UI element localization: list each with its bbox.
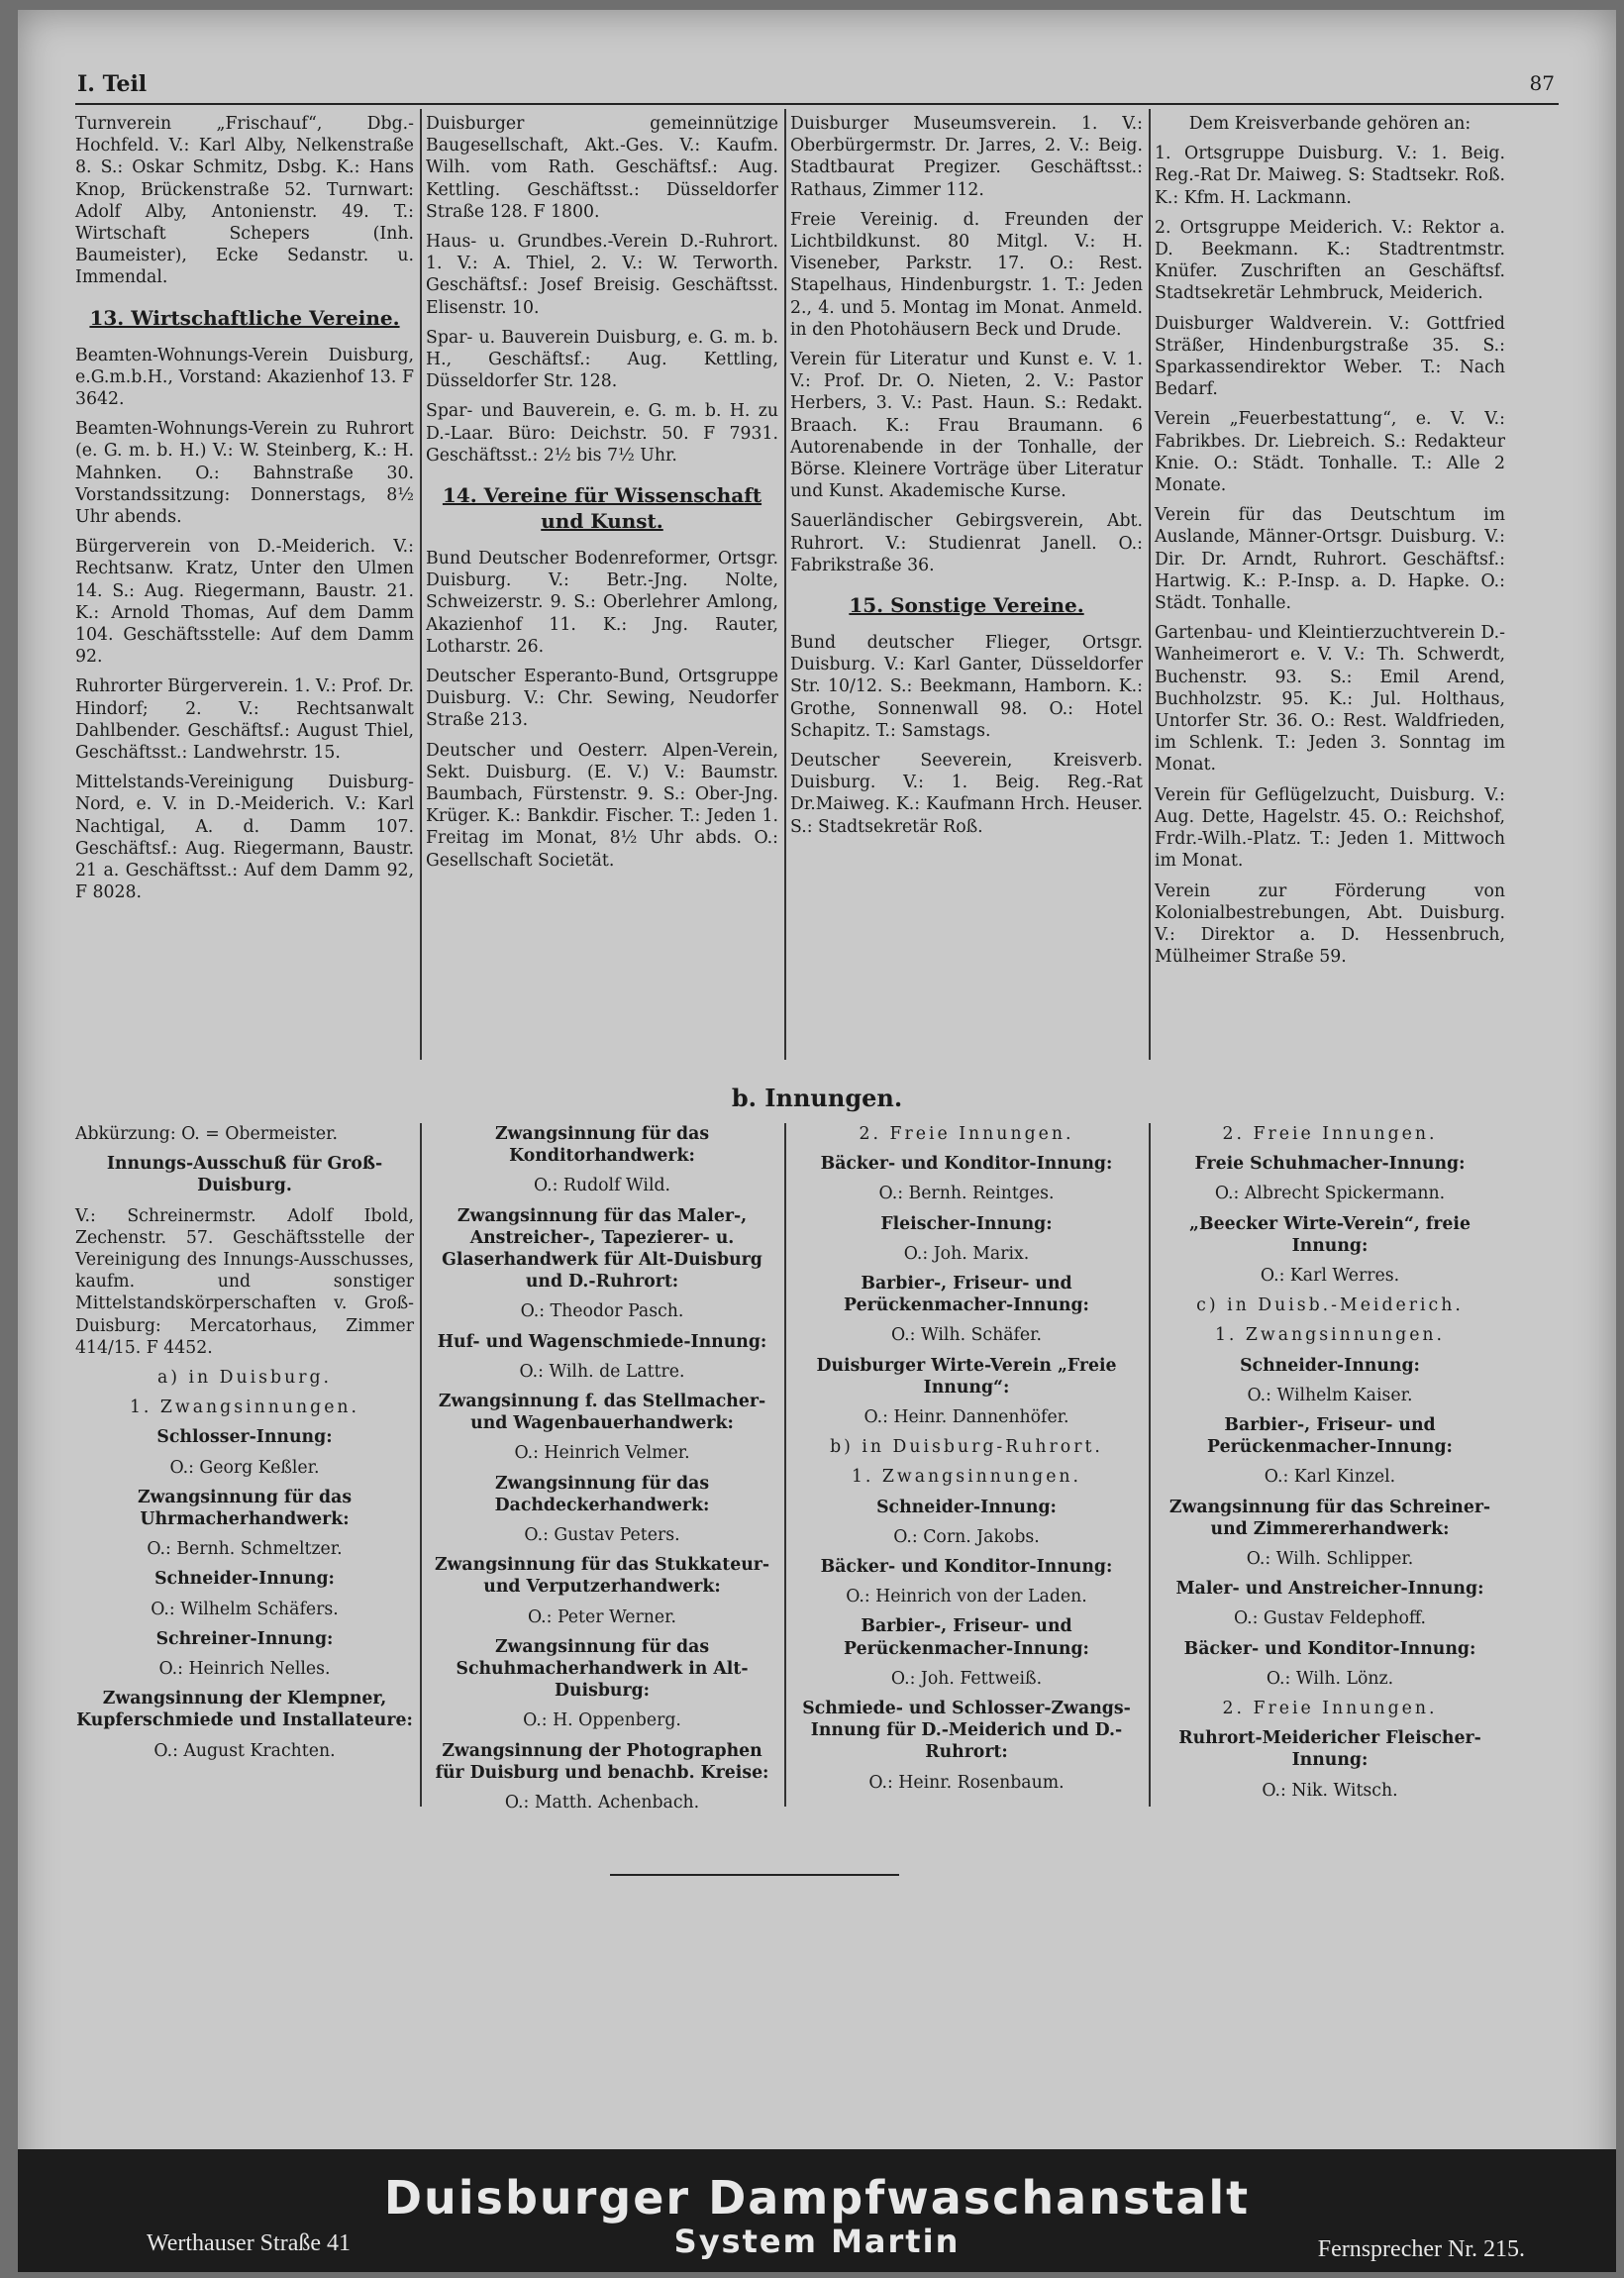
entry-text: O.: Karl Kinzel. [1264, 1467, 1396, 1488]
section-title-innungen: b. Innungen. [731, 1084, 903, 1112]
entry-text: O.: Gustav Peters. [524, 1525, 680, 1546]
entry-text: V.: Schreinermstr. Adolf Ibold, Zechenstr. 57. Geschäftsstelle der Vereinigung des Innungs-Ausschusses, kaufm. und sonstiger Mittelstandskörperschaften v. Groß-Duisburg: Mercatorhaus, Zimmer 414/15. F 4452. [75, 1205, 414, 1358]
top-column-4 [1155, 113, 1505, 976]
entry-text: O.: Heinrich von der Laden. [846, 1587, 1087, 1607]
part-heading: I. Teil [77, 71, 148, 97]
entry-text: O.: Wilh. de Lattre. [519, 1361, 685, 1382]
advertisement-banner [18, 2149, 1616, 2272]
bottom-column-2 [426, 1123, 778, 1821]
entry-heading: Zwangsinnung für das Stukkateur- und Verputzerhandwerk: [434, 1555, 770, 1598]
entry-heading: Innungs-Ausschuß für Groß-Duisburg. [106, 1154, 383, 1196]
entry-text: Gartenbau- und Kleintierzuchtverein D.-Wanheimerort e. V. V.: Th. Schwerdt, Buchenstr. 93. S.: Emil Arend, Buchholzstr. 95. K.: Jul. Holthaus, Untorfer Str. 36. O.: Rest. Waldfrieden, im Schlenk. T.: Jeden 3. Sonntag im Monat. [1155, 623, 1505, 776]
top-column-1 [75, 113, 414, 912]
entry-text: Verein zur Förderung von Kolonialbestrebungen, Abt. Duisburg. V.: Direktor a. D. Hessenbruch, Mülheimer Straße 59. [1155, 880, 1505, 968]
entry-text: O.: Wilh. Schäfer. [890, 1325, 1043, 1346]
entry-text: Verein für Geflügelzucht, Duisburg. V.: Aug. Dette, Hagelstr. 45. O.: Reichshof, Frdr.-Wilh.-Platz. T.: Jeden 1. Mittwoch im Monat. [1155, 784, 1505, 872]
entry-heading: Schlosser-Innung: [156, 1427, 333, 1448]
top-column-3 [790, 113, 1143, 846]
entry-heading: Zwangsinnung für das Maler-, Anstreicher-, Tapezierer- u. Glaserhandwerk für Alt-Duisburg und D.-Ruhrort: [442, 1205, 762, 1293]
column-rule [1149, 109, 1151, 1060]
entry-text: 1. Ortsgruppe Duisburg. V.: 1. Beig. Reg.-Rat Dr. Maiweg. S: Stadtsekr. Roß. K.: Kfm. H. Lackmann. [1155, 144, 1505, 208]
entry-heading: Bäcker- und Konditor-Innung: [1183, 1638, 1476, 1659]
entry-text: O.: August Krachten. [153, 1740, 336, 1761]
entry-text: Bürgerverein von D.-Meiderich. V.: Rechtsanw. Kratz, Unter den Ulmen 14. S.: Aug. Riegermann, Baustr. 21. K.: Arnold Thomas, Auf dem Damm 104. Geschäftsstelle: Auf dem Damm 92. [75, 537, 414, 668]
entry-text: O.: Heinr. Rosenbaum. [868, 1772, 1065, 1793]
ad-company-name: Duisburger Dampfwaschanstalt [383, 2171, 1251, 2225]
entry-heading: Huf- und Wagenschmiede-Innung: [437, 1331, 767, 1352]
subsection-heading: 1. Zwangsinnungen. [129, 1398, 360, 1418]
entry-text: O.: Albrecht Spickermann. [1214, 1184, 1446, 1204]
section-heading: 15. Sonstige Vereine. [849, 593, 1084, 618]
entry-heading: Bäcker- und Konditor-Innung: [820, 1154, 1113, 1175]
subsection-heading: a) in Duisburg. [156, 1368, 333, 1389]
entry-text: O.: Peter Werner. [527, 1606, 677, 1627]
subsection-heading: 2. Freie Innungen. [1222, 1124, 1438, 1144]
entry-text: O.: Bernh. Schmeltzer. [147, 1539, 343, 1560]
entry-heading: Ruhrort-Meidericher Fleischer-Innung: [1178, 1728, 1481, 1771]
entry-heading: Schneider-Innung: [154, 1569, 335, 1590]
ad-address: Werthauser Straße 41 [147, 2230, 351, 2256]
entry-text: O.: Matth. Achenbach. [504, 1793, 700, 1813]
entry-text: O.: Heinrich Nelles. [158, 1659, 331, 1680]
entry-text: Verein für Literatur und Kunst e. V. 1. V.: Prof. Dr. O. Nieten, 2. V.: Pastor Herbers, 3. V.: Past. Haun. S.: Redakt. Braach. K.: Frau Braumann. 6 Autorenabende in der Tonhalle, der Börse. Kleinere Vorträge über Literatur und Kunst. Akademische Kurse. [790, 350, 1143, 502]
subsection-heading: 1. Zwangsinnungen. [1214, 1325, 1446, 1346]
column-rule [1149, 1123, 1151, 1807]
entry-heading: Barbier-, Friseur- und Perückenmacher-Innung: [1207, 1415, 1453, 1458]
entry-text: Sauerländischer Gebirgsverein, Abt. Ruhrort. V.: Studienrat Janell. O.: Fabrikstraße 36. [790, 511, 1143, 575]
entry-text: Beamten-Wohnungs-Verein zu Ruhrort (e. G. m. b. H.) V.: W. Steinberg, K.: H. Mahnken. O.: Bahnstraße 30. Vorstandssitzung: Donnerstags, 8½ Uhr abends. [75, 419, 414, 528]
entry-heading: Zwangsinnung für das Uhrmacherhandwerk: [137, 1487, 353, 1530]
entry-text: O.: Rudolf Wild. [533, 1176, 671, 1196]
entry-text: O.: Wilhelm Schäfers. [151, 1599, 339, 1619]
entry-text: Mittelstands-Vereinigung Duisburg-Nord, e. V. in D.-Meiderich. V.: Karl Nachtigal, A. d. Damm 107. Geschäftsf.: Aug. Riegermann, Baustr. 21 a. Geschäftsst.: Auf dem Damm 92, F 8028. [75, 773, 414, 903]
directory-page [18, 10, 1616, 2272]
entry-text: O.: Gustav Feldерhoff. [1233, 1608, 1427, 1629]
entry-text: O.: Wilhelm Kaiser. [1247, 1385, 1413, 1405]
entry-text: O.: Karl Werres. [1260, 1266, 1400, 1287]
entry-text: Beamten-Wohnungs-Verein Duisburg, e.G.m.b.H., Vorstand: Akazienhof 13. F 3642. [75, 345, 414, 410]
entry-heading: Bäcker- und Konditor-Innung: [820, 1557, 1113, 1578]
entry-text: Duisburger Waldverein. V.: Gottfried Sträßer, Hindenburgstraße 35. S.: Sparkassendirektor Weber. T.: Nach Bedarf. [1155, 313, 1505, 400]
entry-heading: Maler- und Anstreicher-Innung: [1175, 1579, 1484, 1600]
entry-text: O.: Heinrich Velmer. [514, 1443, 690, 1464]
entry-text: Ruhrorter Bürgerverein. 1. V.: Prof. Dr. Hindorf; 2. V.: Rechtsanwalt Dahlbender. Geschäftsf.: August Thiel, Geschäftsst.: Landwehrstr. 15. [75, 676, 414, 764]
entry-heading: Schneider-Innung: [876, 1497, 1057, 1517]
subsection-heading: 2. Freie Innungen. [1222, 1699, 1438, 1719]
entry-heading: Barbier-, Friseur- und Perückenmacher-Innung: [844, 1274, 1089, 1316]
bottom-column-3 [790, 1123, 1143, 1802]
entry-text: Abkürzung: O. = Obermeister. [75, 1124, 339, 1144]
entry-text: Haus- u. Grundbes.-Verein D.-Ruhrort. 1. V.: A. Thiel, 2. V.: W. Terworth. Geschäftsf.: Josef Breisig. Geschäftsst. Elisenstr. 10. [426, 232, 778, 318]
subsection-heading: b) in Duisburg-Ruhrort. [830, 1437, 1103, 1458]
column-rule [420, 1123, 422, 1807]
entry-heading: Zwangsinnung für das Dachdeckerhandwerk: [494, 1473, 710, 1515]
entry-text: Deutscher Esperanto-Bund, Ortsgruppe Duisburg. V.: Chr. Sewing, Neudorfer Straße 213. [426, 667, 778, 731]
entry-text: O.: H. Oppenberg. [523, 1710, 681, 1731]
entry-text: Deutscher Seeverein, Kreisverb. Duisburg. V.: 1. Beig. Reg.-Rat Dr.Maiweg. K.: Kaufmann Hrch. Heuser. S.: Stadtsekretär Roß. [790, 751, 1143, 837]
entry-text: O.: Heinr. Dannenhöfer. [863, 1407, 1069, 1428]
entry-text: Spar- und Bauverein, e. G. m. b. H. zu D.-Laar. Büro: Deichstr. 50. F 7931. Geschäftsst.: 2½ bis 7½ Uhr. [426, 401, 778, 466]
ad-phone: Fernsprecher Nr. 215. [1317, 2236, 1525, 2262]
entry-text: O.: Joh. Fettweiß. [890, 1668, 1043, 1689]
entry-heading: Schneider-Innung: [1240, 1355, 1420, 1376]
entry-text: O.: Wilh. Lönz. [1266, 1668, 1394, 1689]
entry-heading: Zwangsinnung f. das Stellmacher- und Wagenbauerhandwerk: [438, 1392, 766, 1434]
subsection-heading: c) in Duisb.-Meiderich. [1196, 1295, 1464, 1316]
entry-text: Spar- u. Bauverein Duisburg, e. G. m. b. H., Geschäftsf.: Aug. Kettling, Düsseldorfer Str. 128. [426, 327, 778, 392]
column-rule [420, 109, 422, 1060]
entry-text: Bund deutscher Flieger, Ortsgr. Duisburg. V.: Karl Ganter, Düsseldorfer Str. 10/12. S.: Beekmann, Hamborn. K.: Grothe, Sonnenwall 98. O.: Hotel Schapitz. T.: Samstags. [790, 633, 1143, 741]
entry-text: 2. Ortsgruppe Meiderich. V.: Rektor a. D. Beekmann. K.: Stadtrentmstr. Knüfer. Zuschriften an Geschäftsf. Stadtsekretär Lehmbruck, Meiderich. [1155, 217, 1505, 304]
entry-heading: Zwangsinnung für das Schuhmacherhandwerk in Alt-Duisburg: [456, 1636, 749, 1702]
entry-text: Bund Deutscher Bodenreformer, Ortsgr. Duisburg. V.: Betr.-Jng. Nolte, Schweizerstr. 9. S.: Oberlehrer Amlong, Akazienhof 11. K.: Jng. Rauter, Lotharstr. 26. [426, 549, 778, 657]
entry-text: Verein „Feuerbestattung“, e. V. V.: Fabrikbes. Dr. Liebreich. S.: Redakteur Knie. O.: Städt. Tonhalle. T.: Alle 2 Monate. [1155, 409, 1505, 496]
end-rule [610, 1874, 899, 1876]
entry-text: O.: Joh. Marix. [903, 1243, 1030, 1264]
entry-heading: Zwangsinnung der Klempner, Kupferschmiede und Installateure: [76, 1689, 413, 1731]
entry-heading: Zwangsinnung der Photographen für Duisburg und benachb. Kreise: [435, 1740, 769, 1783]
subsection-heading: 1. Zwangsinnungen. [851, 1467, 1082, 1488]
entry-text: Turnverein „Frischauf“, Dbg.-Hochfeld. V.: Karl Alby, Nelkenstraße 8. S.: Oskar Schmitz, Dsbg. K.: Hans Knop, Brückenstraße 52. Turnwart: Adolf Alby, Antonienstr. 49. T.: Wirtschaft Schepers (Inh. Baumeister), Ecke Sedanstr. u. Immendal. [75, 114, 414, 288]
entry-text: Dem Kreisverbande gehören an: [1188, 114, 1472, 134]
entry-text: Freie Vereinig. d. Freunden der Lichtbildkunst. 80 Mitgl. V.: H. Viseneber, Parkstr. 17. O.: Rest. Stapelhaus, Hindenburgstr. 1. T.: Jeden 2., 4. und 5. Montag im Monat. Anmeld. in den Photohäusern Beck und Drude. [790, 209, 1143, 340]
entry-heading: „Beecker Wirte-Verein“, freie Innung: [1189, 1213, 1471, 1256]
entry-heading: Zwangsinnung für das Schreiner- und Zimmererhandwerk: [1168, 1497, 1491, 1539]
entry-text: Verein für das Deutschtum im Auslande, Männer-Ortsgr. Duisburg. V.: Dir. Dr. Arndt, Ruhrort. Geschäftsf.: Hartwig. K.: P.-Insp. a. D. Hapke. O.: Städt. Tonhalle. [1155, 505, 1505, 614]
entry-heading: Zwangsinnung für das Konditorhandwerk: [494, 1124, 710, 1167]
header-rule [75, 103, 1559, 105]
ad-system: System Martin [673, 2223, 961, 2260]
entry-text: O.: Bernh. Reintges. [878, 1184, 1055, 1204]
page-number: 87 [1529, 71, 1555, 95]
column-rule [784, 1123, 786, 1807]
section-heading: 14. Vereine für Wissenschaft und Kunst. [442, 483, 762, 534]
bottom-column-1 [75, 1123, 414, 1770]
column-rule [784, 109, 786, 1060]
entry-text: Deutscher und Oesterr. Alpen-Verein, Sekt. Duisburg. (E. V.) V.: Baumstr. Baumbach, Fürstenstr. 9. S.: Ober-Jng. Krüger. K.: Bankdir. Fischer. T.: Jeden 1. Freitag im Monat, 8½ Uhr abds. O.: Gesellschaft Societät. [426, 740, 778, 871]
entry-text: Duisburger gemeinnützige Baugesellschaft, Akt.-Ges. V.: Kaufm. Wilh. vom Rath. Geschäftsf.: Aug. Kettling. Geschäftsst.: Düsseldorfer Straße 128. F 1800. [426, 114, 778, 222]
entry-heading: Fleischer-Innung: [880, 1213, 1053, 1234]
entry-text: O.: Theodor Pasch. [520, 1301, 684, 1322]
entry-heading: Barbier-, Friseur- und Perückenmacher-Innung: [844, 1616, 1089, 1659]
subsection-heading: 2. Freie Innungen. [859, 1124, 1074, 1144]
entry-text: O.: Georg Keßler. [169, 1457, 320, 1478]
top-column-2 [426, 113, 778, 880]
entry-heading: Schreiner-Innung: [155, 1628, 334, 1649]
section-heading: 13. Wirtschaftliche Vereine. [89, 305, 400, 330]
bottom-column-4 [1155, 1123, 1505, 1810]
entry-text: O.: Wilh. Schlipper. [1246, 1549, 1414, 1570]
entry-heading: Freie Schuhmacher-Innung: [1194, 1154, 1466, 1175]
entry-text: Duisburger Museumsverein. 1. V.: Oberbürgermstr. Dr. Jarres, 2. V.: Beig. Stadtbaurat Pregizer. Geschäftsst.: Rathaus, Zimmer 112. [790, 114, 1143, 200]
entry-heading: Schmiede- und Schlosser-Zwangs-Innung für D.-Meiderich und D.-Ruhrort: [802, 1699, 1131, 1763]
entry-text: O.: Corn. Jakobs. [893, 1526, 1040, 1547]
entry-heading: Duisburger Wirte-Verein „Freie Innung“: [816, 1355, 1117, 1398]
entry-text: O.: Nik. Witsch. [1262, 1780, 1398, 1801]
